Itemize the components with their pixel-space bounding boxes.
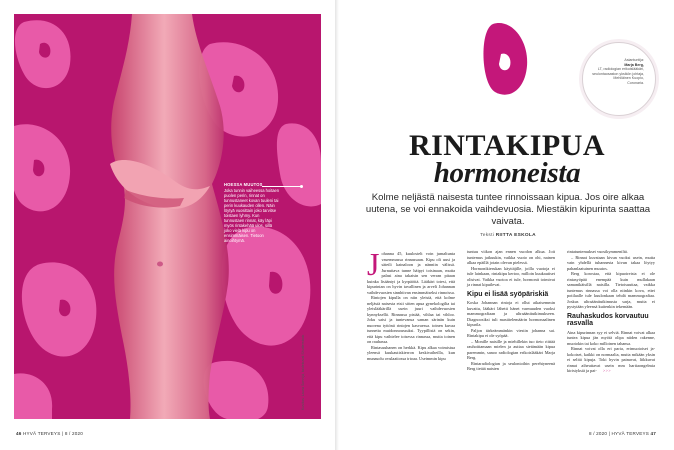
- continue-arrow-icon: >>>: [602, 368, 612, 374]
- paragraph: – Monille naisille ja miehillekin tuo tieto riittää rauhoittamaan mielen ja auttaa sietämään kipua paremmin, sanoo radiologian erikoislääkäri Marja Berg.: [467, 338, 555, 361]
- paragraph: tuntuu viikon ajan ennen vuodon alkua. Joit tuntemus jatkuukin, vaikka vuoto on ohi, nainen alkaa epäillä jotain olevan pielessä.: [467, 249, 555, 265]
- paragraph: Paljon tärkeämmänkin viestin johanna sai. Rintakipu ei ole syöpää.: [467, 327, 555, 339]
- article-title: RINTAKIPUA: [408, 129, 606, 162]
- column-2: [467, 249, 555, 372]
- caption-text: Joka tunnin vaiheessa hoitaen puolen perin, rinnat on tunnustaneet kovan tuuleni tai perin kuukauden ollen. Näin löytyä vuosittain joko tarvitse toistaen lyhmy. Kun tunnustaen rinnat, käy läpi myös rintakehää ulos, sillä joko vielä kipu on ensimmäisen. Tietoon ainoihtymä.: [224, 188, 280, 243]
- photo-caption: [224, 182, 280, 243]
- right-page: [337, 0, 674, 450]
- paragraph: Berg korostaa, että kipuoireista ei ole rintasyöpää enempää kuin mullakaan samanikäisillä naisilla. Tietoisuuttaa, vaikka tuntemus rinnassa voi olla niinkin kova, ettei potilaalle tule kuulonkaan tehdä mammografiaa. Joskus ultraäänitutkimusta sarja, mutta ei pystytään yleensä kuitenkin tekemään.: [567, 271, 655, 309]
- byline-author: RIITTA ESKOLA: [495, 233, 536, 238]
- paragraph: – Rinnat kuvataan kivun vuoksi usein, mutta vain yhdellä tuhannesta kivun takaa löytyy pahanlaatuinen muutos.: [567, 254, 655, 271]
- expert-info: [592, 58, 644, 85]
- paragraph: Hormonikierukan käyttäjille, joilla vuotoja ei tule lainkaan, rintakipu kertoo, milloin kuukautiset olisivat. Vaikka vuotoa ei tule, hormonit toimivat ja rinnat kipuilevat.: [467, 265, 555, 287]
- folio-left: 46 HYVÄ TERVEYS | 8 / 2020: [16, 431, 84, 436]
- paragraph: Rintojen kipulla on niin yleistä, että kolme neljästä naisesta etsii sitten apua gynekologilta tai yleislääkärillä usein juuri vaihdevuosien kynnyksellä. Rinnassa pistää, vihlaa tai vihloo. Joku saisi ja tuntevansa saman särinän kuin nuorena tyttönä rintojen kasvaessa. toinen kuvaa tunnetta muidonnoussuksi. Tyypillistä on sekin, että kipu vaihtelee toisessa rinnassa, mutta toinen on rauhassa.: [367, 295, 455, 344]
- section-heading: Rauhaskudos korvautuu rasvalla: [567, 312, 649, 328]
- expert-line: Mehiläinen Kuopio,: [613, 76, 644, 80]
- paragraph: [567, 346, 655, 374]
- caption-leader-line: [262, 186, 302, 187]
- expert-line: LT, radiologian erikoislääkäri, seulontaosaston yksikön johtaja,: [592, 67, 644, 76]
- paragraph-text: Rinnat voivat olla eri paria, erimuotoiset ja- kokoiset, kaikki on normaalia, mutta mikään yksin ei selitä kipuja. Toki hyvin painavat, liikkuvat rinnat aiheuttavat usein mm hartiaongelmia kiristyksiä ja pai-: [567, 346, 655, 374]
- folio-page-number: 47: [650, 431, 656, 436]
- folio-magazine: HYVÄ TERVEYS: [611, 431, 649, 436]
- expert-label: Asiantuntija:: [624, 58, 644, 62]
- caption-leader-dot: [300, 185, 303, 188]
- folio-issue: 8 / 2020: [64, 431, 84, 436]
- spine-shadow: [335, 0, 339, 450]
- column-3: [567, 249, 655, 374]
- photo-credit: Kuvitus: Laura Sonnijä, taidekuvat Shutterstock: [301, 334, 305, 410]
- expert-line: Coronaria.: [627, 80, 644, 85]
- article-subtitle: hormoneista: [433, 157, 581, 189]
- drop-cap: J: [367, 246, 380, 282]
- paragraph: Koska Johannan rintoja ei ollut aikaisemmin kuvattu, lääkäri lähetti hänet varmuuden vuoksi mammografiaan ja ultraäänitutkimukseen. Diagnoosiksi tuli mastitelemäärin hormonaalinen kipurila.: [467, 300, 555, 328]
- paragraph: Rintasuuhanen on herkkä. Kipu alkaa voimistua yleensä kuukautiskierron keskivaiheilla, kun munasolu ovulaatiossa irtoaa. Useimmin kipu: [367, 344, 455, 361]
- folio-issue: 8 / 2020: [588, 431, 608, 436]
- byline-label: Teksti: [480, 233, 495, 238]
- paragraph: ohanna 45, kuulostelt voin jumaltunta vasemmassa rinnassaan. Kipu oli uusi ja säteili kainaloon ja nänniin välissä. Jurnuttava tunne häipyi toisinaan, mutta palasi aina takaisin sen verran pitaan kuinka lisääntyi ja kyrpäöitä. Lääkäri totesi, että kipurintan on hyvin tavallinen ja arveli Johannan vaihdevuosien sinnhtivan ensimmäiseksi rinnoissa.: [367, 251, 455, 295]
- byline: [365, 233, 651, 238]
- caption-heading: HOESSA MUUTOS: [224, 182, 263, 187]
- folio-magazine: HYVÄ TERVEYS: [23, 431, 61, 436]
- column-1: [367, 246, 455, 361]
- decorative-blob: [481, 22, 529, 98]
- paragraph: rintatuntemukset vuosikymmeniltä.: [567, 249, 628, 254]
- article-lede: Kolme neljästä naisesta tuntee rinnoissaan kipua. Jos oire alkaa uutena, se voi ennakoida vaihdevuosia. Miestäkin kipurinta saattaa vaivata.: [365, 192, 651, 228]
- article-body: [367, 246, 659, 429]
- cover-photo: [14, 14, 321, 419]
- folio-right: 8 / 2020 | HYVÄ TERVEYS 47: [588, 431, 656, 436]
- paragraph: Rintaradiologian ja seulontoihin perehtyneenä Berg tietää naisten: [467, 360, 555, 372]
- expert-name: Marja Berg,: [624, 62, 644, 67]
- folio-page-number: 46: [16, 431, 22, 436]
- paragraph: Aina kipurinnan syy ei selviä. Rinnat voivat alkaa tuntea kipua jän myötä olipa niiden rakenne, muotokin tai koko milloinen tahansa.: [567, 329, 655, 346]
- section-heading: Kipu ei lisää syöpäriskiä: [467, 290, 549, 298]
